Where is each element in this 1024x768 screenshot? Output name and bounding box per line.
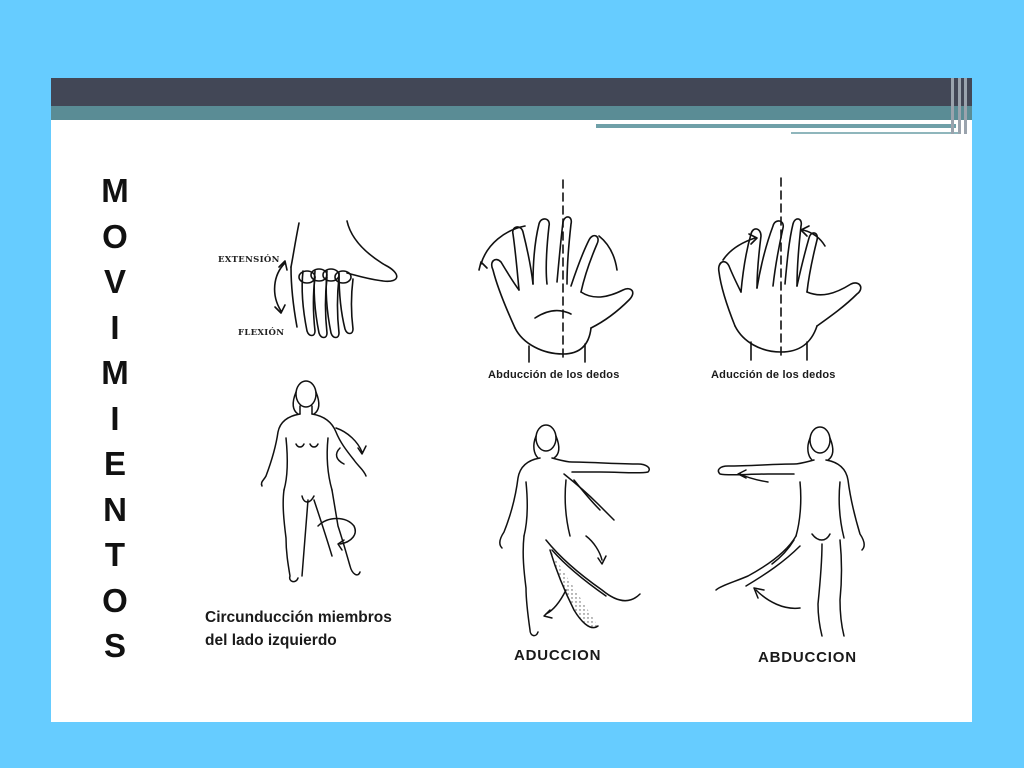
hand-abduction-illustration (475, 178, 645, 363)
header-band-light (51, 120, 596, 124)
header-band-line-2 (791, 132, 961, 134)
caption-abduccion: ABDUCCION (758, 649, 857, 666)
caption-aduccion-dedos: Aducción de los dedos (711, 369, 836, 381)
caption-aduccion: ADUCCION (514, 647, 602, 664)
title-letter: E (103, 445, 126, 482)
title-letter: M (101, 354, 129, 391)
title-letter: I (110, 308, 120, 346)
title-letter: S (103, 627, 126, 664)
caption-circunduccion-line1: Circunducción miembros (205, 609, 392, 626)
circumduction-figure (248, 376, 373, 588)
vertical-title (100, 168, 130, 669)
header-edge-1 (951, 78, 954, 134)
adduction-figure (490, 420, 660, 642)
label-flexion: FLEXIÓN (238, 328, 285, 338)
hand-flexion-illustration (255, 215, 405, 345)
header-edge-3 (964, 78, 967, 134)
label-extension: EXTENSIÓN (218, 255, 280, 265)
title-letter: O (102, 217, 128, 255)
title-letter: N (103, 490, 127, 528)
title-letter: V (103, 263, 126, 300)
title-letter: I (110, 399, 120, 437)
header-band-line (596, 124, 956, 128)
abduction-figure (708, 422, 883, 644)
header-band-teal (51, 106, 972, 120)
title-letter: M (101, 172, 129, 209)
caption-circunduccion-line2: del lado izquierdo (205, 632, 337, 649)
title-letter: O (102, 581, 128, 619)
header-edge-2 (958, 78, 961, 134)
header-band-dark (51, 78, 972, 106)
hand-adduction-illustration (705, 176, 870, 361)
caption-abduccion-dedos: Abducción de los dedos (488, 369, 620, 381)
title-letter: T (104, 536, 126, 573)
